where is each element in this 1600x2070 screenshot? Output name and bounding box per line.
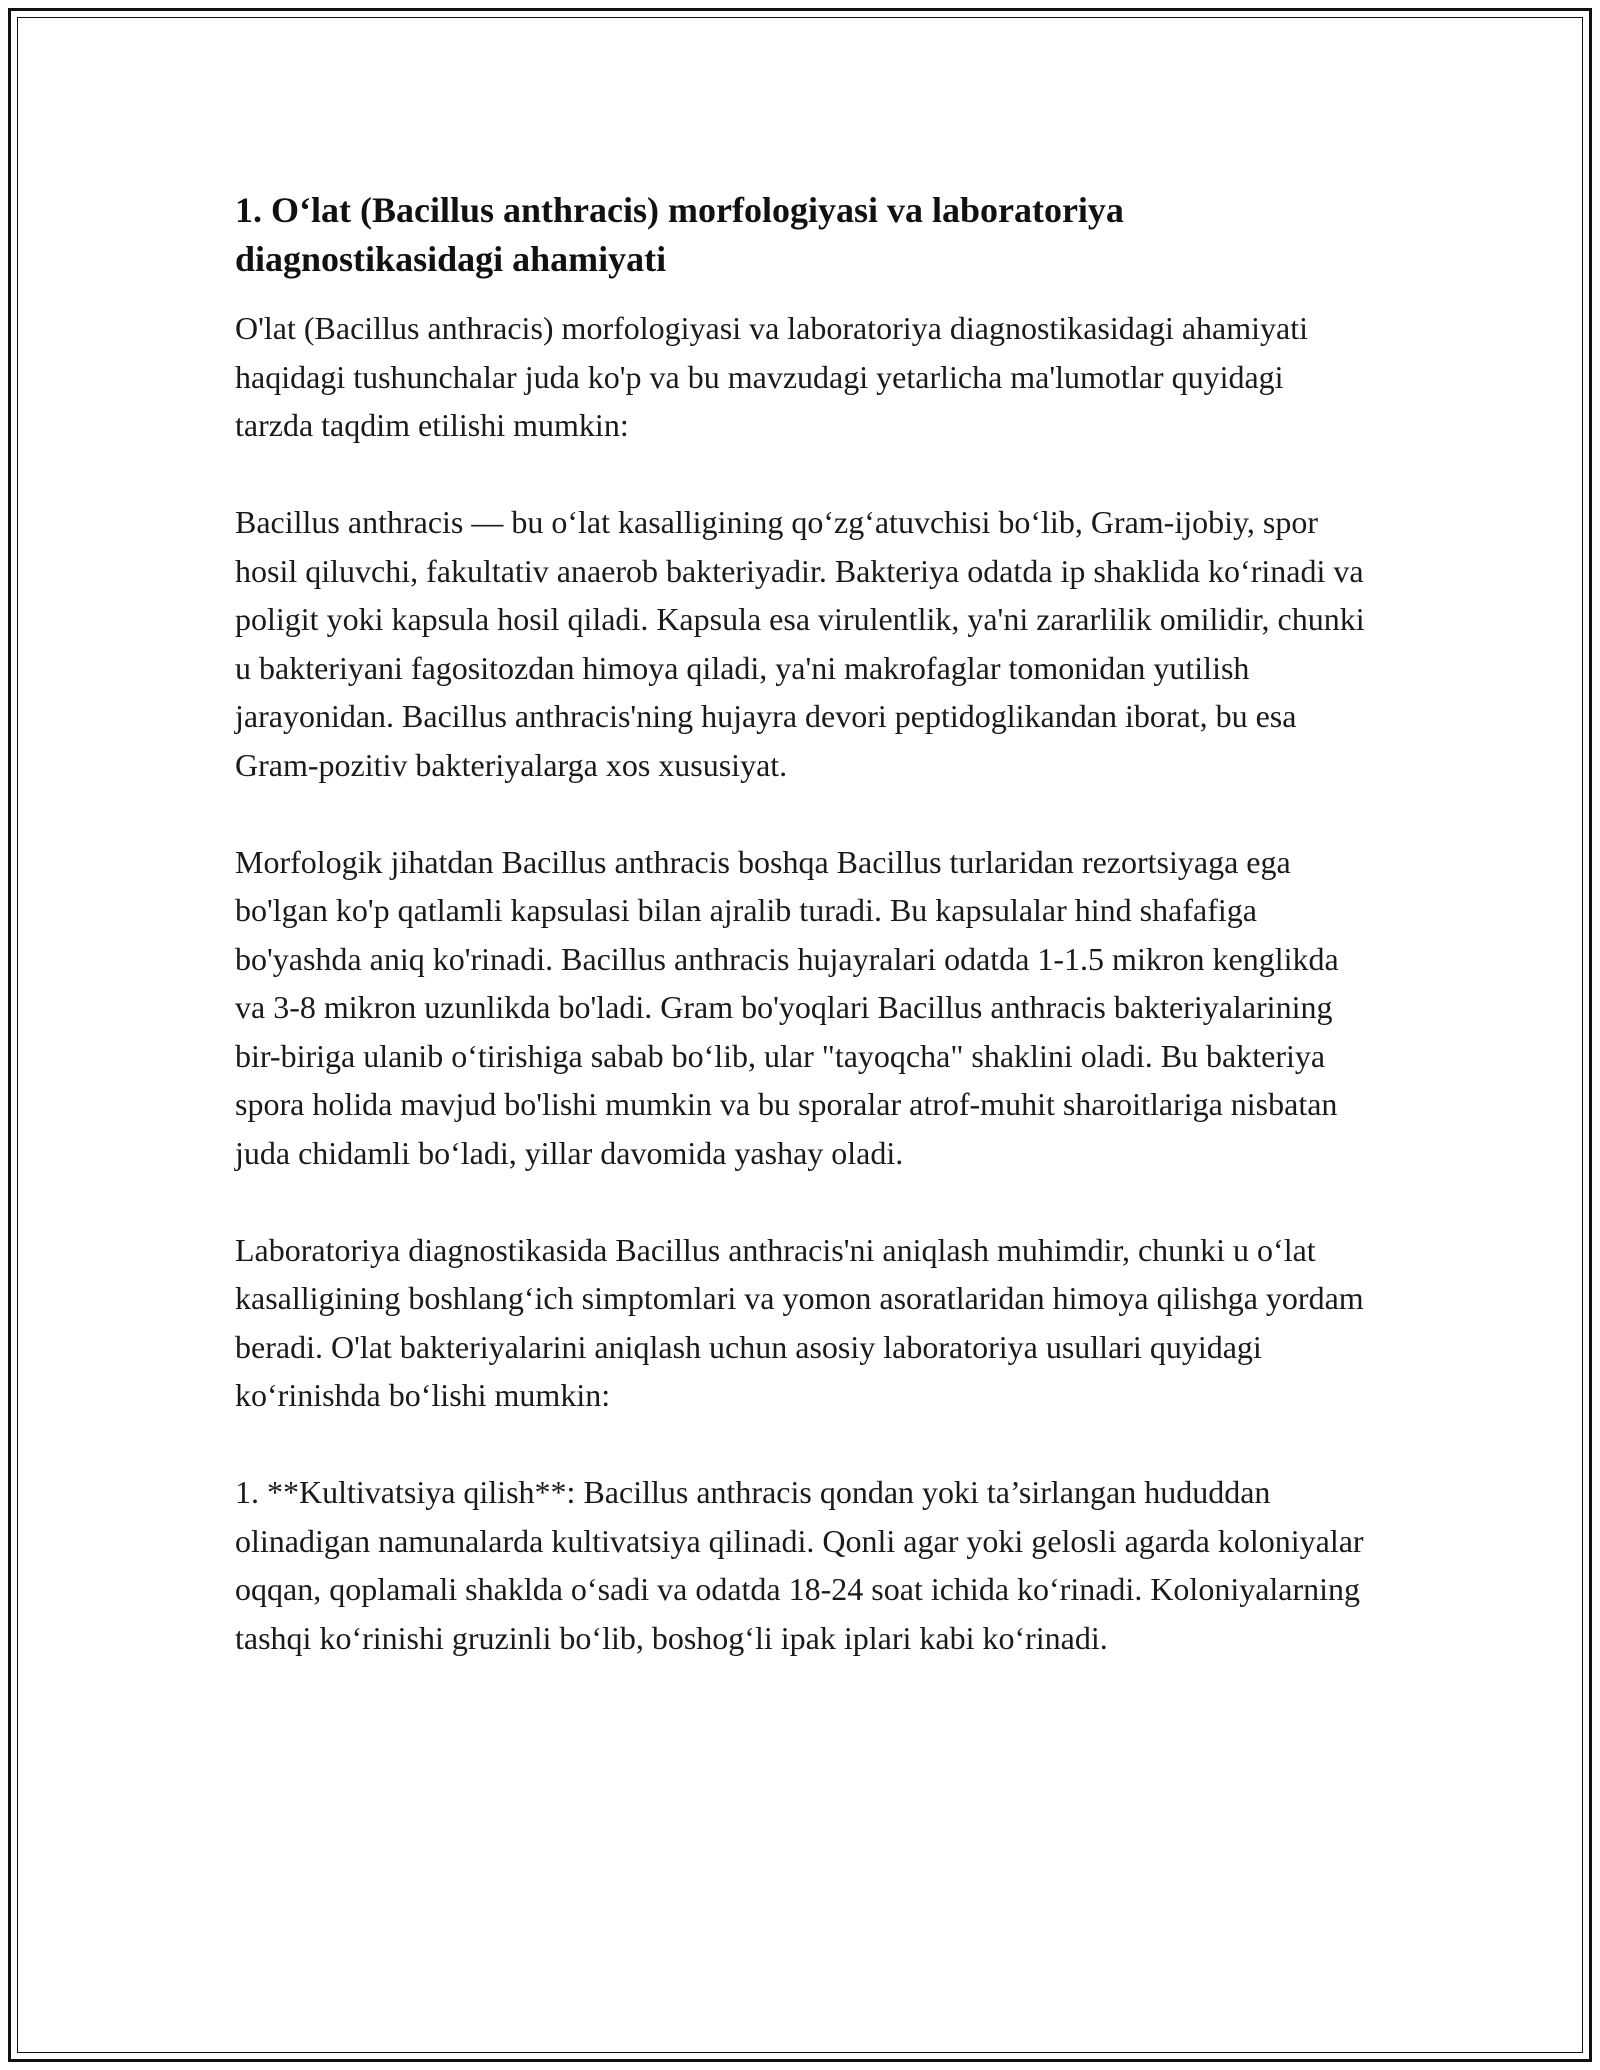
- section-heading: 1. O‘lat (Bacillus anthracis) morfologiyasi va laboratoriya diagnostikasidagi ahamiyati: [235, 190, 1124, 279]
- paragraph-intro: O'lat (Bacillus anthracis) morfologiyasi va laboratoriya diagnostikasidagi ahamiyati haqidagi tushunchalar juda ko'p va bu mavzudagi yetarlicha ma'lumotlar quyidagi tarzda taqdim etilishi mumkin:: [235, 310, 1309, 443]
- document-body: [235, 186, 1365, 1662]
- paragraph-definition: Bacillus anthracis — bu o‘lat kasalligining qo‘zg‘atuvchisi bo‘lib, Gram-ijobiy, spor hosil qiluvchi, fakultativ anaerob bakteriyadir. Bakteriya odatda ip shaklida ko‘rinadi va poligit yoki kapsula hosil qiladi. Kapsula esa virulentlik, ya'ni zararlilik omilidir, chunki u bakteriyani fagositozdan himoya qiladi, ya'ni makrofaglar tomonidan yutilish jarayonidan. Bacillus anthracis'ning hujayra devori peptidoglikandan iborat, bu esa Gram-pozitiv bakteriyalarga xos xususiyat.: [235, 504, 1365, 783]
- paragraph-cultivation: 1. **Kultivatsiya qilish**: Bacillus anthracis qondan yoki ta’sirlangan hududdan olinadigan namunalarda kultivatsiya qilinadi. Qonli agar yoki gelosli agarda koloniyalar oqqan, qoplamali shaklda o‘sadi va odatda 18-24 soat ichida ko‘rinadi. Koloniyalarning tashqi ko‘rinishi gruzinli bo‘lib, boshog‘li ipak iplari kabi ko‘rinadi.: [235, 1474, 1364, 1656]
- paragraph-morphology: Morfologik jihatdan Bacillus anthracis boshqa Bacillus turlaridan rezortsiyaga ega bo'lgan ko'p qatlamli kapsulasi bilan ajralib turadi. Bu kapsulalar hind shafafiga bo'yashda aniq ko'rinadi. Bacillus anthracis hujayralari odatda 1-1.5 mikron kenglikda va 3-8 mikron uzunlikda bo'ladi. Gram bo'yoqlari Bacillus anthracis bakteriyalarining bir-biriga ulanib o‘tirishiga sabab bo‘lib, ular "tayoqcha" shaklini oladi. Bu bakteriya spora holida mavjud bo'lishi mumkin va bu sporalar atrof-muhit sharoitlariga nisbatan juda chidamli bo‘ladi, yillar davomida yashay oladi.: [235, 843, 1339, 1171]
- paragraph-diagnostics: Laboratoriya diagnostikasida Bacillus anthracis'ni aniqlash muhimdir, chunki u o‘lat kasalligining boshlang‘ich simptomlari va yomon asoratlaridan himoya qilishga yordam beradi. O'lat bakteriyalarini aniqlash uchun asosiy laboratoriya usullari quyidagi ko‘rinishda bo‘lishi mumkin:: [235, 1231, 1364, 1413]
